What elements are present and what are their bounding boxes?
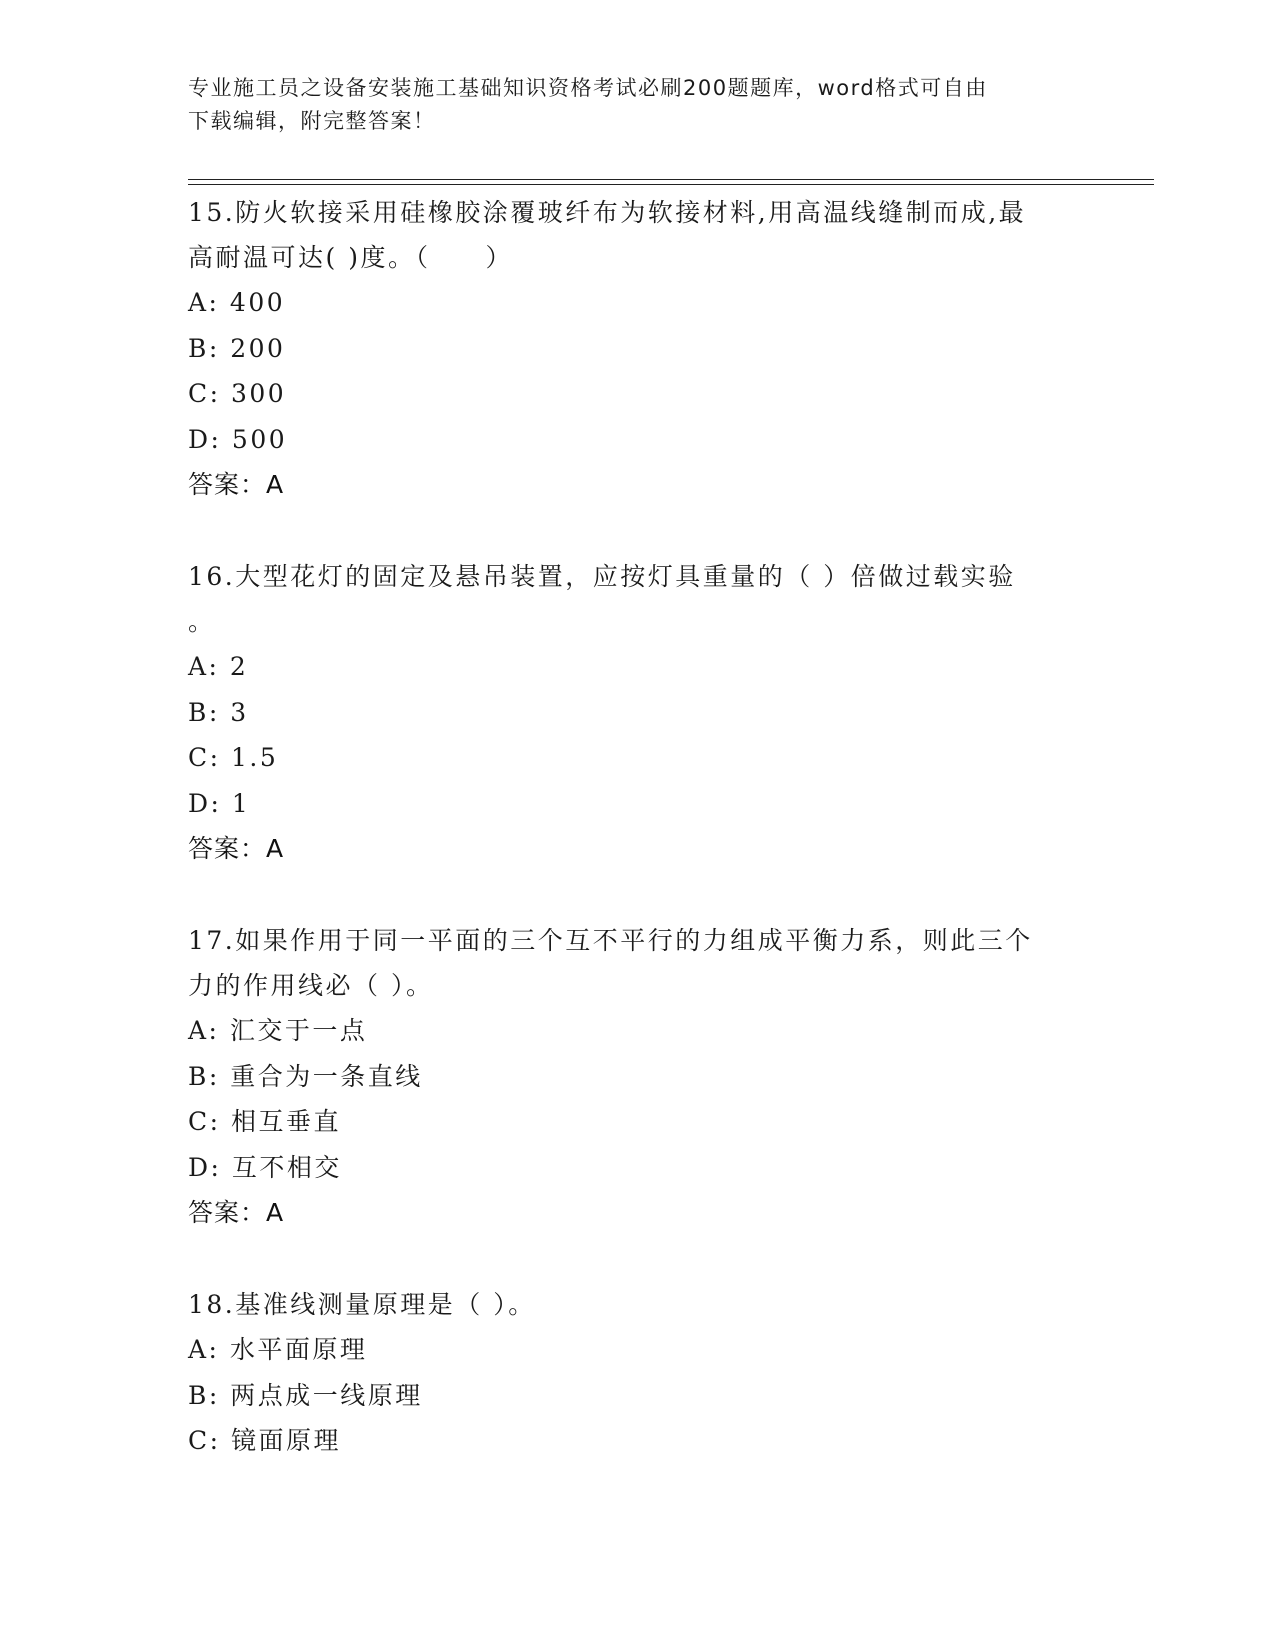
option-b: B: 3 [188,697,249,727]
header-line-1: 专业施工员之设备安装施工基础知识资格考试必刷200题题库，word格式可自由 [188,76,988,100]
document-header [188,72,1068,138]
option-b: B: 两点成一线原理 [188,1380,423,1410]
question-stem [188,1282,1078,1327]
option-a: A: 汇交于一点 [188,1016,368,1045]
option-c: C: 300 [188,379,287,408]
question-list [188,190,1088,1511]
option-c: C: 1.5 [188,743,279,772]
option-b: B: 重合为一条直线 [188,1061,423,1091]
option-c: C: 镜面原理 [188,1426,341,1455]
question-17 [188,918,1088,1235]
option-c: C: 相互垂直 [188,1107,341,1136]
question-18 [188,1282,1088,1464]
option-a: A: 2 [188,652,249,681]
option-d: D: 1 [188,788,251,818]
question-15 [188,190,1088,507]
question-stem-line: 17.如果作用于同一平面的三个互不平行的力组成平衡力系，则此三个 [188,926,1033,955]
header-line-2: 下载编辑，附完整答案！ [188,109,436,133]
question-stem-line: 18.基准线测量原理是（ ）。 [188,1290,536,1319]
question-16 [188,554,1088,871]
option-b: B: 200 [188,333,286,363]
header-divider-top [188,179,1154,180]
question-stem-line: 16.大型花灯的固定及悬吊装置，应按灯具重量的（ ）倍做过载实验 [188,562,1016,591]
question-stem-line: 。 [188,607,216,636]
answer-line: 答案：A [188,834,285,863]
question-stem [188,554,1078,644]
header-divider-bottom [188,184,1154,185]
question-stem-line: 15.防火软接采用硅橡胶涂覆玻纤布为软接材料,用高温线缝制而成,最 [188,198,1027,227]
answer-line: 答案：A [188,1198,285,1227]
option-a: A: 水平面原理 [188,1335,368,1364]
question-stem [188,918,1078,1008]
option-d: D: 互不相交 [188,1152,342,1182]
answer-line: 答案：A [188,470,285,499]
question-stem-line: 力的作用线必（ ）。 [188,971,434,1000]
option-a: A: 400 [188,288,286,317]
question-stem-line: 高耐温可达( )度。（ ） [188,243,513,272]
question-stem [188,190,1078,280]
option-d: D: 500 [188,424,288,454]
